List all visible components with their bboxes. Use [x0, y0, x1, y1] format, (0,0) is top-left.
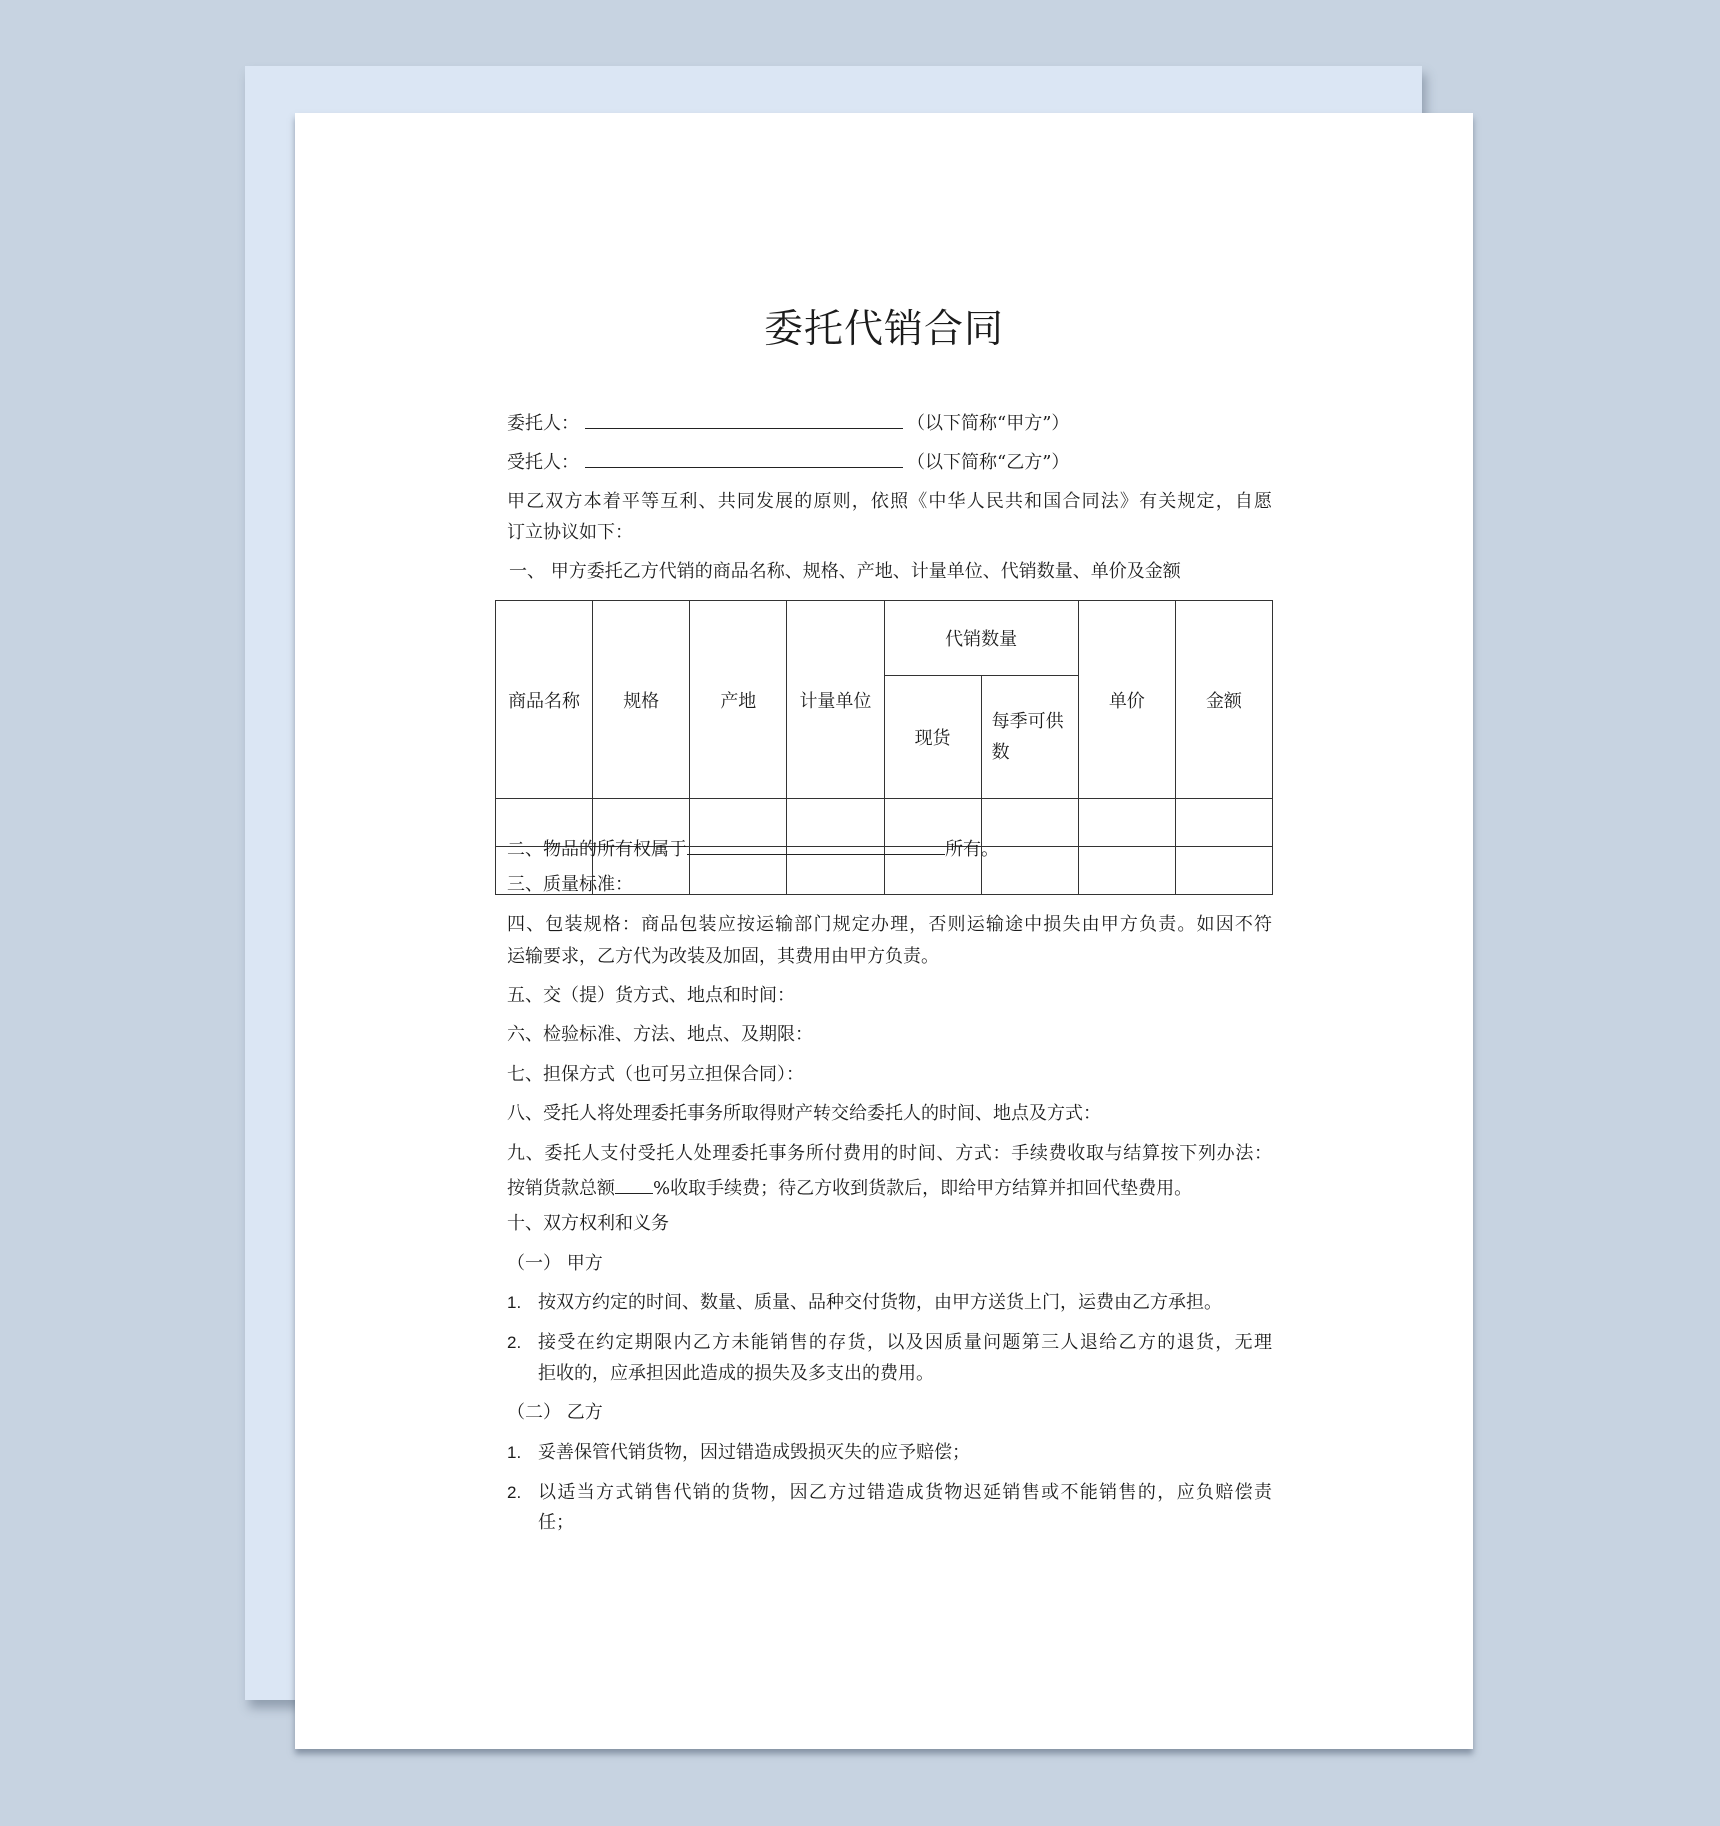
preamble-line-2: 订立协议如下：: [507, 522, 633, 543]
principal-blank[interactable]: [585, 410, 903, 429]
fee-percent-blank[interactable]: [615, 1175, 653, 1194]
section-10: 十、双方权利和义务: [507, 1213, 669, 1234]
preamble-line-1: 甲乙双方本着平等互利、共同发展的原则，依照《中华人民共和国合同法》有关规定，自愿: [507, 491, 1272, 512]
cell[interactable]: [1078, 847, 1175, 895]
agent-label: 受托人：: [507, 452, 579, 473]
agent-blank[interactable]: [585, 449, 903, 468]
principal-line: [507, 410, 1069, 435]
subheader-in-stock: 现货: [884, 676, 981, 799]
party-a-item-2-line-2: 拒收的，应承担因此造成的损失及多支出的费用。: [538, 1363, 934, 1384]
section-6: 六、检验标准、方法、地点、及期限：: [507, 1024, 813, 1045]
principal-note: （以下简称“甲方”）: [907, 413, 1070, 434]
party-b-item-1: 妥善保管代销货物，因过错造成毁损灭失的应予赔偿；: [538, 1442, 970, 1463]
header-spec: 规格: [593, 601, 690, 799]
party-b-heading: （二） 乙方: [507, 1402, 603, 1423]
party-b-item-2-line-1: 以适当方式销售代销的货物，因乙方过错造成货物迟延销售或不能销售的，应负赔偿责: [538, 1482, 1272, 1503]
section-2-prefix: 二、物品的所有权属于: [507, 839, 687, 860]
party-a-item-1: 按双方约定的时间、数量、质量、品种交付货物，由甲方送货上门，运费由乙方承担。: [538, 1292, 1222, 1313]
header-product-name: 商品名称: [496, 601, 593, 799]
party-b-item-1-number: 1.: [507, 1443, 522, 1462]
party-b-item-2-line-2: 任；: [538, 1512, 574, 1533]
ownership-blank[interactable]: [687, 836, 945, 855]
contract-page: [295, 113, 1473, 1749]
section-4-line-2: 运输要求，乙方代为改装及加固，其费用由甲方负责。: [507, 946, 939, 967]
section-8: 八、受托人将处理委托事务所取得财产转交给委托人的时间、地点及方式：: [507, 1103, 1101, 1124]
header-unit-price: 单价: [1078, 601, 1175, 799]
party-a-item-2-number: 2.: [507, 1333, 522, 1352]
header-consign-qty: 代销数量: [884, 601, 1078, 676]
party-a-heading: （一） 甲方: [507, 1253, 603, 1274]
section-5: 五、交（提）货方式、地点和时间：: [507, 985, 795, 1006]
section-9-prefix: 按销货款总额: [507, 1178, 615, 1199]
section-2: [507, 836, 999, 861]
subheader-seasonal-supply: 每季可供数: [981, 676, 1078, 799]
section-9-suffix: %收取手续费；待乙方收到货款后，即给甲方结算并扣回代垫费用。: [653, 1178, 1193, 1199]
section-1-heading: 一、 甲方委托乙方代销的商品名称、规格、产地、计量单位、代销数量、单价及金额: [509, 561, 1181, 582]
header-unit: 计量单位: [787, 601, 884, 799]
page-title: 委托代销合同: [763, 307, 1004, 352]
cell[interactable]: [1175, 847, 1272, 895]
cell[interactable]: [1175, 799, 1272, 847]
header-origin: 产地: [690, 601, 787, 799]
party-a-item-2-line-1: 接受在约定期限内乙方未能销售的存货，以及因质量问题第三人退给乙方的退货，无理: [538, 1332, 1272, 1353]
section-4-line-1: 四、包装规格：商品包装应按运输部门规定办理，否则运输途中损失由甲方负责。如因不符: [507, 914, 1272, 935]
header-amount: 金额: [1175, 601, 1272, 799]
section-2-suffix: 所有。: [945, 839, 999, 860]
section-9-line-1: 九、委托人支付受托人处理委托事务所付费用的时间、方式：手续费收取与结算按下列办法：: [507, 1143, 1272, 1164]
party-b-item-2-number: 2.: [507, 1483, 522, 1502]
party-a-item-1-number: 1.: [507, 1293, 522, 1312]
section-3: 三、质量标准：: [507, 874, 633, 895]
principal-label: 委托人：: [507, 413, 579, 434]
section-9-line-2: [507, 1175, 1192, 1200]
agent-line: [507, 449, 1069, 474]
cell[interactable]: [1078, 799, 1175, 847]
section-7: 七、担保方式（也可另立担保合同）：: [507, 1064, 804, 1085]
agent-note: （以下简称“乙方”）: [907, 452, 1070, 473]
